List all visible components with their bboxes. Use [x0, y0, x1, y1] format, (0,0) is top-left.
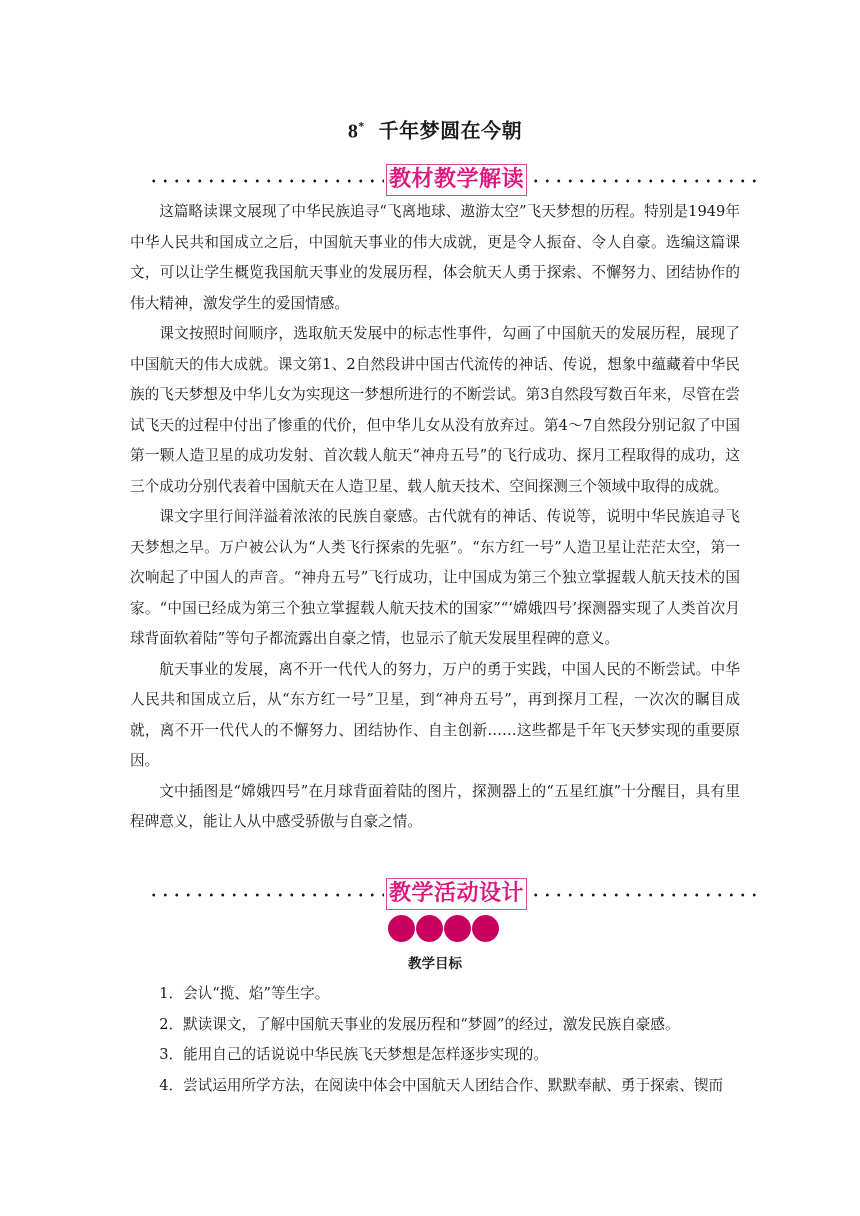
- section-label: 教材教学解读: [386, 164, 527, 196]
- goal-item: 4．尝试运用所学方法，在阅读中体会中国航天人团结合作、默默奉献、勇于探索、锲而: [159, 1076, 724, 1094]
- lesson-mark: *: [358, 120, 365, 133]
- paragraph: 课文字里行间洋溢着浓浓的民族自豪感。古代就有的神话、传说等，说明中华民族追寻飞天梦想之早。万户被公认为“人类飞行探索的先驱”。“东方红一号”人造卫星让茫茫太空，第一次响起了中国人的声音。“神舟五号”飞行成功，让中国成为第三个独立掌握载人航天技术的国家。“中国已经成为第三个独立掌握载人航天技术的国家”“‘嫦娥四号’探测器实现了人类首次月球背面软着陆”等句子都流露出自豪之情，也显示了航天发展里程碑的意义。: [130, 508, 740, 647]
- decor-dot: [472, 915, 499, 942]
- paragraph: 这篇略读课文展现了中华民族追寻“飞离地球、遨游太空”飞天梦想的历程。特别是1949年中华人民共和国成立之后，中国航天事业的伟大成就，更是令人振奋、令人自豪。选编这篇课文，可以让学生概览我国航天事业的发展历程，体会航天人勇于探索、不懈努力、团结协作的伟大精神，激发学生的爱国情感。: [130, 203, 740, 312]
- goal-item: 1．会认“揽、焰”等生字。: [159, 985, 330, 1002]
- paragraph: 课文按照时间顺序，选取航天发展中的标志性事件，勾画了中国航天的发展历程，展现了中国航天的伟大成就。课文第1、2自然段讲中国古代流传的神话、传说，想象中蕴藏着中华民族的飞天梦想及中华儿女为实现这一梦想所进行的不断尝试。第3自然段写数百年来，尽管在尝试飞天的过程中付出了惨重的代价，但中华儿女从没有放弃过。第4～7自然段分别记叙了中国第一颗人造卫星的成功发射、首次载人航天“神舟五号”的飞行成功、探月工程取得的成功，这三个成功分别代表着中国航天在人造卫星、载人航天技术、空间探测三个领域中取得的成就。: [130, 325, 740, 495]
- banner-dots-left: [148, 893, 384, 897]
- goals-heading: 教学目标: [408, 956, 462, 972]
- paragraph: 航天事业的发展，离不开一代代人的努力，万户的勇于实践，中国人民的不断尝试。中华人民共和国成立后，从“东方红一号”卫星，到“神舟五号”，再到探月工程，一次次的瞩目成就，离不开一代代人的不懈努力、团结协作、自主创新……这些都是千年飞天梦实现的重要原因。: [130, 660, 740, 769]
- goal-item: 3．能用自己的话说说中华民族飞天梦想是怎样逐步实现的。: [159, 1046, 548, 1063]
- section-label: 教学活动设计: [386, 878, 527, 910]
- lesson-number: 8: [347, 120, 359, 143]
- banner-dots-right: [530, 893, 762, 897]
- section-banner-activity-design: [128, 878, 768, 912]
- goal-item: 2．默读课文，了解中国航天事业的发展历程和“梦圆”的经过，激发民族自豪感。: [159, 1015, 680, 1033]
- decor-dot: [444, 915, 471, 942]
- lesson-title: [130, 113, 740, 146]
- paragraph: 文中插图是“嫦娥四号”在月球背面着陆的图片，探测器上的“五星红旗”十分醒目，具有里程碑意义，能让人从中感受骄傲与自豪之情。: [130, 782, 740, 830]
- section-banner-textbook-reading: [128, 164, 768, 198]
- banner-dots-right: [530, 179, 762, 183]
- banner-dots-left: [148, 179, 384, 183]
- decor-dot: [416, 915, 443, 942]
- reading-body: [130, 197, 740, 838]
- lesson-title-text: 千年梦圆在今朝: [378, 118, 523, 143]
- goals-list: [130, 979, 740, 1101]
- decor-dot: [388, 915, 415, 942]
- decorative-dots: [388, 915, 498, 943]
